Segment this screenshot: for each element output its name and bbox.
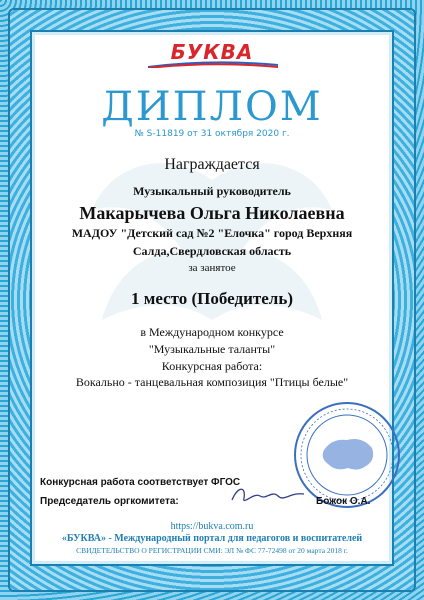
- round-stamp-icon: [292, 400, 402, 510]
- page-title: ДИПЛОМ: [101, 84, 323, 130]
- recipient-name: Макарычева Ольга Николаевна: [79, 203, 345, 223]
- portal-url[interactable]: https://bukva.com.ru: [170, 521, 254, 532]
- contest-name: "Музыкальные таланты": [148, 342, 276, 356]
- awarded-label: Награждается: [164, 156, 260, 173]
- recipient-position: Музыкальный руководитель: [133, 184, 291, 198]
- logo-text: БУКВА: [170, 40, 254, 64]
- work-title: Вокально - танцевальная композиция "Птицы белые": [75, 375, 349, 389]
- document-number: № S-11819 от 31 октября 2020 г.: [134, 129, 290, 139]
- contest-intro: в Международном конкурсе: [140, 325, 284, 339]
- recipient-organization: МАДОУ "Детский сад №2 "Елочка" город Верхняя Салда,Свердловская область: [71, 226, 353, 258]
- work-label: Конкурсная работа:: [161, 359, 263, 373]
- chair-name: Божок О.А.: [316, 496, 371, 507]
- portal-description: «БУКВА» - Международный портал для педагогов и воспитателей: [61, 533, 363, 544]
- logo-flag-swoosh: [148, 58, 278, 68]
- fgos-compliance: Конкурсная работа соответствует ФГОС: [40, 477, 241, 488]
- award-place: 1 место (Победитель): [131, 289, 293, 308]
- for-label: за занятое: [188, 262, 236, 274]
- chair-label: Председатель оргкомитета:: [40, 496, 179, 507]
- handwritten-signature: [228, 482, 308, 508]
- media-certificate: СВИДЕТЕЛЬСТВО О РЕГИСТРАЦИИ СМИ: ЭЛ № ФС 77-72498 от 20 марта 2018 г.: [76, 546, 348, 555]
